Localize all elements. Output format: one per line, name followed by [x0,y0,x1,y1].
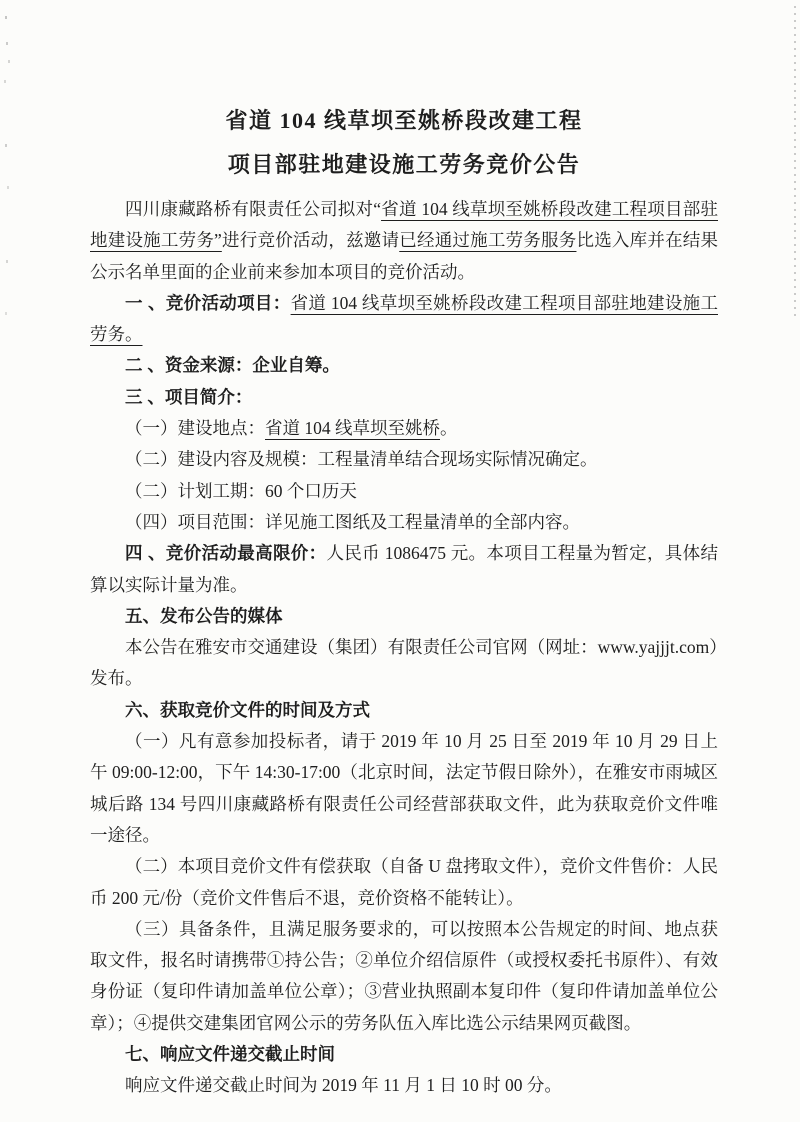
item-1-suffix: 。 [440,418,458,439]
scan-noise-left [5,16,7,19]
intro-underlined-qualification: 已经通过施工劳务服务 [399,230,577,251]
intro-text-2: 进行竞价活动，兹邀请 [221,230,400,251]
item-1-location-value: 省道 104 线草坝至姚桥 [265,418,440,439]
section-1-bid-project [90,288,718,351]
section-1-label: 一 、竞价活动项目： [125,292,291,313]
section-4-label: 四 、竞价活动最高限价： [125,543,327,564]
section-3-item-1-location [90,413,718,444]
section-7-body: 响应文件递交截止时间为 2019 年 11 月 1 日 10 时 00 分。 [125,1075,562,1096]
intro-text-3: 比选入库并在结果公示名单里面的企业前来参加本项目的竞价活动。 [90,230,719,282]
section-3-item-4-range: （四）项目范围：详见施工图纸及工程量清单的全部内容。 [125,511,580,532]
section-3-project-brief: 三 、项目简介： [125,386,253,407]
document-body [90,194,718,1102]
section-4-price-limit [90,538,718,601]
section-6-heading-obtain-documents: 六、获取竞价文件的时间及方式 [125,699,370,720]
intro-paragraph [90,194,718,288]
section-3-item-2-scope: （二）建设内容及规模：工程量清单结合现场实际情况确定。 [125,449,598,470]
intro-text-1: 四川康藏路桥有限责任公司拟对“ [125,199,382,219]
document-content [90,106,718,1102]
section-6-item-2: （二）本项目竞价文件有偿获取（自备 U 盘拷取文件），竞价文件售价：人民币 200 元/份（竞价文件售后不退，竞价资格不能转让）。 [90,856,718,908]
section-1-project-name: 省道 104 线草坝至姚桥段改建工程项目部驻地建设施工劳务。 [90,292,718,345]
section-5-heading-media: 五、发布公告的媒体 [125,605,283,626]
section-6-item-1: （一）凡有意参加投标者，请于 2019 年 10 月 25 日至 2019 年 10 月 29 日上午 09:00-12:00，下午 14:30-17:00（北京时间，法定节假日除外），在雅安市雨城区城后路 134 号四川康藏路桥有限责任公司经营部获取文件，此为获取竞价文件唯一途径。 [90,731,718,845]
section-4-value: 人民币 1086475 元。本项目工程量为暂定，具体结算以实际计量为准。 [90,543,718,595]
section-5-body: 本公告在雅安市交通建设（集团）有限责任公司官网（网址：www.yajjjt.com）发布。 [90,637,718,689]
section-2-funding-source: 二 、资金来源：企业自筹。 [125,355,340,376]
section-7-heading-deadline: 七、响应文件递交截止时间 [125,1044,335,1065]
document-title-line-2: 项目部驻地建设施工劳务竞价公告 [227,152,581,177]
item-1-label: （一）建设地点： [125,418,265,439]
section-6-item-3: （三）具备条件，且满足服务要求的，可以按照本公告规定的时间、地点获取文件，报名时请携带①持公告；②单位介绍信原件（或授权委托书原件）、有效身份证（复印件请加盖单位公章）；③营业执照副本复印件（复印件请加盖单位公章）；④提供交建集团官网公示的劳务队伍入库比选公示结果网页截图。 [90,918,718,1033]
intro-underlined-project-name: 省道 104 线草坝至姚桥段改建工程项目部驻地建设施工劳务” [90,199,718,251]
section-3-item-3-duration: （二）计划工期：60 个口历天 [125,480,357,501]
scan-noise-right [794,6,796,316]
document-title-line-1: 省道 104 线草坝至姚桥段改建工程 [225,108,583,133]
